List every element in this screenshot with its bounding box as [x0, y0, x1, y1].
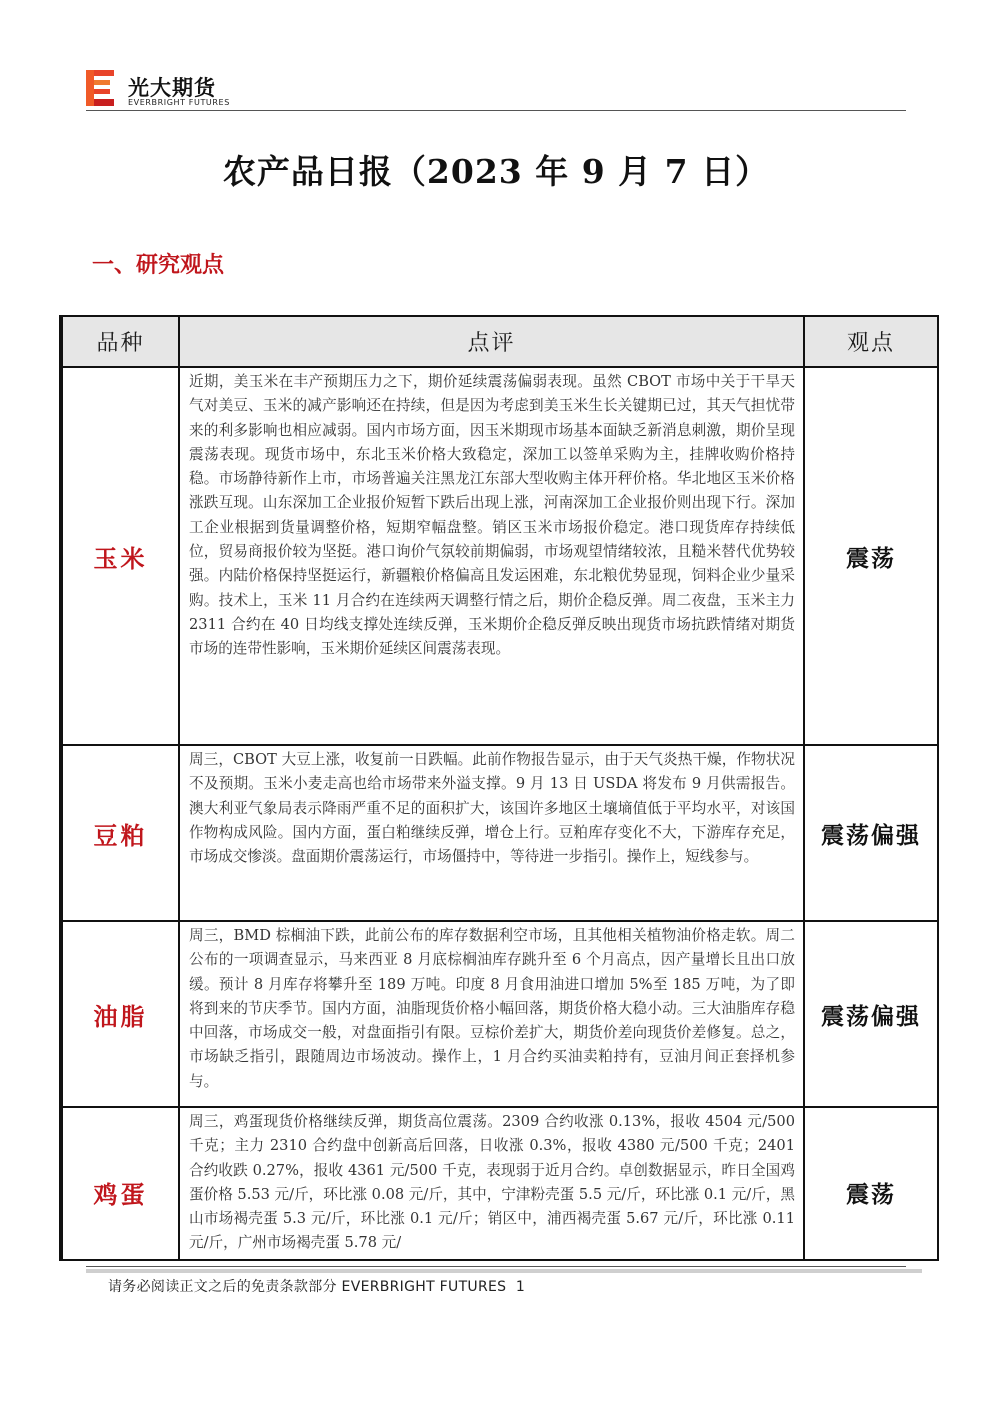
footer-divider: [86, 1266, 906, 1267]
footer-disclaimer: [108, 1276, 525, 1296]
column-header-variety: 品种: [62, 316, 179, 367]
everbright-logo-icon: [86, 70, 116, 106]
header-divider: [86, 110, 906, 111]
view-cell: 震荡: [804, 1107, 938, 1261]
company-logo: [86, 70, 246, 110]
table-header-row: [62, 316, 938, 367]
table-row: [62, 921, 938, 1107]
variety-cell: 鸡蛋: [62, 1107, 179, 1261]
comment-cell: [179, 921, 804, 1107]
view-cell: 震荡: [804, 367, 938, 745]
research-view-table: [61, 315, 939, 1261]
variety-cell: 豆粕: [62, 745, 179, 921]
page-number: 1: [515, 1279, 526, 1295]
column-header-view: 观点: [804, 316, 938, 367]
comment-cell: [179, 745, 804, 921]
logo-english-name: EVERBRIGHT FUTURES: [128, 98, 230, 107]
table-row: [62, 1107, 938, 1261]
comment-cell: [179, 1107, 804, 1261]
view-cell: 震荡偏强: [804, 745, 938, 921]
footer-shadow-bar: [86, 1269, 922, 1273]
comment-cell: [179, 367, 804, 745]
table-row: [62, 745, 938, 921]
variety-cell: 玉米: [62, 367, 179, 745]
comment-text: 近期，美玉米在丰产预期压力之下，期价延续震荡偏弱表现。虽然 CBOT 市场中关于干旱天气对美豆、玉米的减产影响还在持续，但是因为考虑到美玉米生长关键期已过，其天气担忧带来的利多影响也相应减弱。国内市场方面，因玉米期现市场基本面缺乏新消息刺激，期价呈现震荡表现。现货市场中，东北玉米价格大致稳定，深加工以签单采购为主，挂牌收购价格持稳。市场静待新作上市，市场普遍关注黑龙江东部大型收购主体开秤价格。华北地区玉米价格涨跌互现。山东深加工企业报价短暂下跌后出现上涨，河南深加工企业报价则出现下行。深加工企业根据到货量调整价格，短期窄幅盘整。销区玉米市场报价稳定。港口现货库存持续低位，贸易商报价较为坚挺。港口询价气氛较前期偏弱，市场观望情绪较浓，且糙米替代优势较强。内陆价格保持坚挺运行，新疆粮价格偏高且发运困难，东北粮优势显现，饲料企业少量采购。技术上，玉米 11 月合约在连续两天调整行情之后，期价企稳反弹。周二夜盘，玉米主力 2311 合约在 40 日均线支撑处连续反弹，玉米期价企稳反弹反映出现货市场抗跌情绪对期货市场的连带性影响，玉米期价延续区间震荡表现。: [189, 373, 795, 658]
comment-text: 周三，BMD 棕榈油下跌，此前公布的库存数据利空市场，且其他相关植物油价格走软。周二公布的一项调查显示，马来西亚 8 月底棕榈油库存跳升至 6 个月高点，因产量增长且出口放缓。预计 8 月库存将攀升至 189 万吨。印度 8 月食用油进口增加 5%至 185 万吨，为了即将到来的节庆季节。国内方面，油脂现货价格小幅回落，期货价格大稳小动。三大油脂库存稳中回落，市场成交一般，对盘面指引有限。豆棕价差扩大，期货价差向现货价差修复。总之，市场缺乏指引，跟随周边市场波动。操作上，1 月合约买油卖粕持有，豆油月间正套择机参与。: [189, 927, 795, 1090]
comment-text: 周三，鸡蛋现货价格继续反弹，期货高位震荡。2309 合约收涨 0.13%，报收 4504 元/500 千克；主力 2310 合约盘中创新高后回落，日收涨 0.3%，报收 4380 元/500 千克；2401 合约收跌 0.27%，报收 4361 元/500 千克，表现弱于近月合约。卓创数据显示，昨日全国鸡蛋价格 5.53 元/斤，环比涨 0.08 元/斤，其中，宁津粉壳蛋 5.5 元/斤，环比涨 0.1 元/斤，黑山市场褐壳蛋 5.3 元/斤，环比涨 0.1 元/斤；销区中，浦西褐壳蛋 5.67 元/斤，环比涨 0.11 元/斤，广州市场褐壳蛋 5.78 元/: [189, 1113, 795, 1252]
page-title: 农产品日报（2023 年 9 月 7 日）: [222, 152, 770, 191]
logo-chinese-name: 光大期货: [128, 76, 216, 100]
section-heading: 一、研究观点: [92, 253, 225, 278]
research-view-table-frame: [59, 315, 939, 1261]
footer-disclaimer-text: 请务必阅读正文之后的免责条款部分 EVERBRIGHT FUTURES: [108, 1279, 507, 1295]
comment-text: 周三，CBOT 大豆上涨，收复前一日跌幅。此前作物报告显示，由于天气炎热干燥，作物状况不及预期。玉米小麦走高也给市场带来外溢支撑。9 月 13 日 USDA 将发布 9 月供需报告。澳大利亚气象局表示降雨严重不足的面积扩大，该国许多地区土壤墒值低于平均水平，对该国作物构成风险。国内方面，蛋白粕继续反弹，增仓上行。豆粕库存变化不大，下游库存充足，市场成交惨淡。盘面期价震荡运行，市场僵持中，等待进一步指引。操作上，短线参与。: [189, 751, 795, 866]
variety-cell: 油脂: [62, 921, 179, 1107]
table-row: [62, 367, 938, 745]
column-header-comment: 点评: [179, 316, 804, 367]
view-cell: 震荡偏强: [804, 921, 938, 1107]
